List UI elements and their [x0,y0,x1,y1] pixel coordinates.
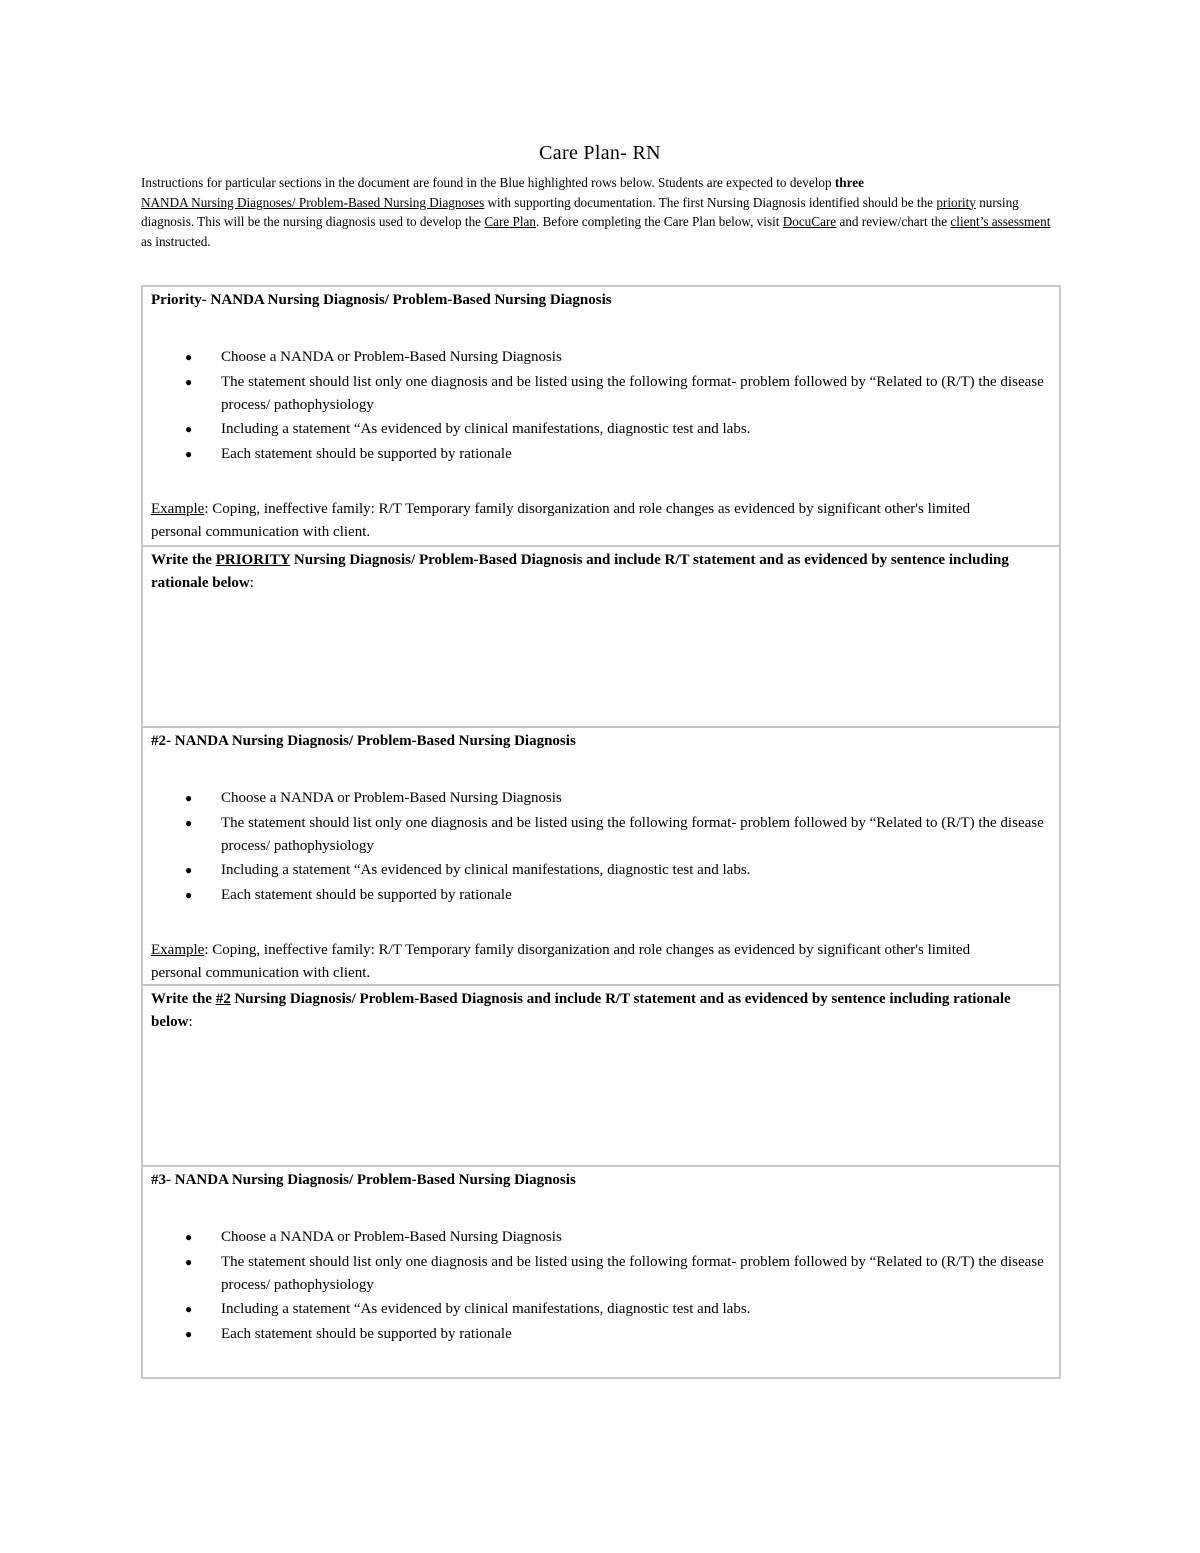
bullet-icon: ● [185,791,193,805]
document-title: Care Plan- RN [539,142,661,164]
priority-instructions-cell [143,287,1059,545]
list-item: ● The statement should list only one diagnosis and be listed using the following format- problem followed by “Related to (R/T) the disease process/ pathophysiology [151,812,1051,858]
bullet-icon: ● [185,1254,193,1269]
intro-nanda-link: NANDA Nursing Diagnoses/ Problem-Based Nursing Diagnoses [141,194,485,210]
bullet-icon: ● [185,1326,193,1341]
priority-bullet-list [151,346,1051,466]
intro-text-2: with supporting documentation. The first Nursing Diagnosis identified should be the [484,194,937,210]
bullet-icon: ● [185,350,193,364]
diagnosis-3-instructions-cell [143,1165,1059,1377]
intro-text-1: Instructions for particular sections in the document are found in the Blue highlighted rows below. Students are expected to develop [141,175,835,190]
priority-example [151,498,1051,544]
diagnosis-2-write-cell[interactable] [143,984,1059,1165]
bullet-icon: ● [185,446,193,461]
bullet-icon: ● [185,422,193,436]
diagnosis-2-keyword: #2 [215,991,231,1007]
bullet-icon: ● [185,887,193,902]
list-item: ● The statement should list only one diagnosis and be listed using the following format- problem followed by “Related to (R/T) the disease process/ pathophysiology [151,1251,1051,1297]
intro-care-plan: Care Plan [484,214,536,230]
intro-text-5: and review/chart the [836,214,951,230]
list-item: ● Including a statement “As evidenced by clinical manifestations, diagnostic test and labs. [151,418,1051,441]
diagnosis-2-example [151,939,1051,985]
example-label: Example [151,500,205,517]
list-item: ● Each statement should be supported by rationale [151,443,1051,466]
diagnosis-2-instructions-cell [143,726,1059,984]
diagnosis-3-heading: #3- NANDA Nursing Diagnosis/ Problem-Based Nursing Diagnosis [151,1172,576,1188]
intro-assessment: client’s assessment [950,214,1051,230]
list-item: ● Each statement should be supported by rationale [151,1323,1051,1346]
diagnosis-3-bullet-list [151,1226,1051,1346]
list-item: ● Including a statement “As evidenced by clinical manifestations, diagnostic test and labs. [151,1298,1051,1321]
diagnosis-2-heading: #2- NANDA Nursing Diagnosis/ Problem-Based Nursing Diagnosis [151,733,576,749]
priority-write-cell[interactable] [143,545,1059,726]
intro-text-6: as instructed. [141,233,211,249]
priority-write-prompt: Write the PRIORITY Nursing Diagnosis/ Problem-Based Diagnosis and include R/T statement and as evidenced by sentence including rationale below: [151,552,1009,591]
list-item: ● The statement should list only one diagnosis and be listed using the following format- problem followed by “Related to (R/T) the disease process/ pathophysiology [151,371,1051,417]
list-item: ● Choose a NANDA or Problem-Based Nursing Diagnosis [151,346,1051,369]
diagnosis-2-write-prompt: Write the #2 Nursing Diagnosis/ Problem-Based Diagnosis and include R/T statement and as evidenced by sentence including rationale below: [151,991,1011,1030]
priority-heading: Priority- NANDA Nursing Diagnosis/ Problem-Based Nursing Diagnosis [151,292,612,308]
intro-text-4: . Before completing the Care Plan below, visit [535,214,783,230]
intro-text-3: nursing diagnosis. This will be the nursing diagnosis used to develop the [141,194,1019,230]
bullet-icon: ● [185,1230,193,1244]
intro-docucare: DocuCare [782,214,837,230]
care-plan-table [141,285,1061,1379]
example-text: : Coping, ineffective family: R/T Temporary family disorganization and role changes as evidenced by significant other's limited personal communication with client. [151,941,971,981]
list-item: ● Including a statement “As evidenced by clinical manifestations, diagnostic test and labs. [151,859,1051,882]
list-item: ● Each statement should be supported by rationale [151,884,1051,907]
diagnosis-2-bullet-list [151,787,1051,907]
instructions-paragraph [141,173,1061,251]
bullet-icon: ● [185,374,193,389]
bullet-icon: ● [185,863,193,877]
intro-three: three [834,175,864,190]
bullet-icon: ● [185,815,193,830]
example-text: : Coping, ineffective family: R/T Temporary family disorganization and role changes as evidenced by significant other's limited personal communication with client. [151,500,971,540]
priority-keyword: PRIORITY [215,552,291,568]
bullet-icon: ● [185,1302,193,1316]
example-label: Example [151,941,205,958]
intro-priority: priority [936,194,976,210]
list-item: ● Choose a NANDA or Problem-Based Nursing Diagnosis [151,1226,1051,1249]
list-item: ● Choose a NANDA or Problem-Based Nursing Diagnosis [151,787,1051,810]
